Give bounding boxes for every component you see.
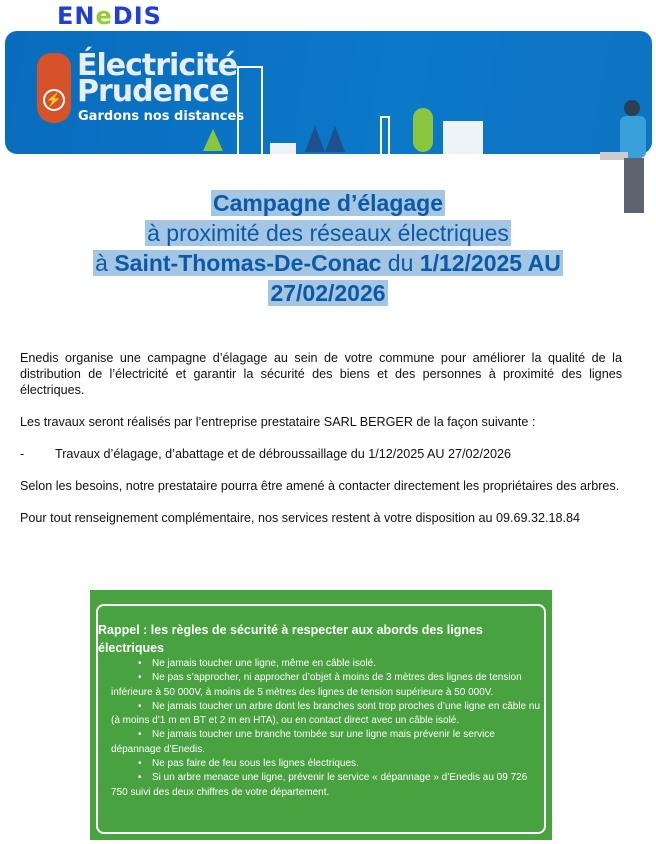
electricite-prudence-banner bbox=[5, 31, 652, 154]
tree-icon bbox=[325, 126, 345, 152]
rule-text: Si un arbre menace une ligne, prévenir le service « dépannage » d’Enedis au 09 726 750 suivi des deux chiffres de votre département. bbox=[111, 772, 528, 798]
bullet: • bbox=[138, 672, 142, 684]
banner-subtitle: Gardons nos distances bbox=[78, 109, 245, 124]
paragraph-contractor: Les travaux seront réalisés par l’entreprise prestataire SARL BERGER de la façon suivante : bbox=[20, 415, 536, 429]
rule-text: Ne jamais toucher une ligne, même en câble isolé. bbox=[152, 658, 377, 669]
enedis-logo: ENeDIS bbox=[57, 2, 162, 30]
commune-name: Saint-Thomas-De-Conac bbox=[114, 250, 382, 276]
safety-reminder-box bbox=[90, 590, 552, 840]
rule-text: Ne pas s’approcher, ni approcher d’objet à moins de 3 mètres des lignes de tension inférieure à 50 000V, à moins de 5 mètres des lignes de tension supérieure à 50 000V. bbox=[111, 672, 522, 698]
date-end: 27/02/2026 bbox=[270, 280, 386, 306]
title-mid: du bbox=[381, 250, 420, 276]
pylon-icon bbox=[237, 66, 263, 154]
rule-item bbox=[111, 757, 544, 771]
bullet: • bbox=[138, 729, 142, 741]
rule-item bbox=[111, 771, 544, 800]
pylon-small-icon bbox=[380, 116, 390, 154]
bullet: • bbox=[138, 758, 142, 770]
rule-text: Ne pas faire de feu sous les lignes électriques. bbox=[152, 758, 359, 770]
campaign-title bbox=[0, 188, 656, 308]
lightning-icon: ⚡ bbox=[43, 89, 65, 111]
title-prefix: à bbox=[95, 250, 115, 276]
bullet: • bbox=[138, 658, 142, 669]
tree-icon bbox=[203, 129, 223, 151]
title-line1: Campagne d’élagage bbox=[212, 190, 444, 216]
worker-head bbox=[624, 100, 640, 116]
hand-stop-icon bbox=[37, 53, 71, 123]
works-description: Travaux d’élagage, d’abattage et de débroussaillage du 1/12/2025 AU 27/02/2026 bbox=[55, 447, 512, 461]
substation-icon bbox=[443, 121, 483, 154]
body-text bbox=[20, 350, 622, 542]
banner-title bbox=[77, 48, 238, 109]
paragraph-owners: Selon les besoins, notre prestataire pourra être amené à contacter directement les propriétaires des arbres. bbox=[20, 479, 620, 493]
reminder-heading: Rappel : les règles de sécurité à respecter aux abords des lignes électriques bbox=[98, 623, 483, 655]
bullet: • bbox=[138, 700, 142, 712]
paragraph-intro: Enedis organise une campagne d’élagage au sein de votre commune pour améliorer la qualité de la distribution de l’électricité et garantir la sécurité des biens et des personnes à proximité des lignes électriques. bbox=[20, 351, 622, 397]
paragraph-contact: Pour tout renseignement complémentaire, nos services restent à votre disposition au 09.69.32.18.84 bbox=[20, 511, 581, 525]
rule-text: Ne jamais toucher une branche tombée sur une ligne mais prévenir le service dépannage d’Enedis. bbox=[111, 729, 495, 755]
bullet: • bbox=[138, 772, 142, 784]
rule-item bbox=[111, 671, 544, 700]
dash: - bbox=[20, 447, 25, 461]
rule-item bbox=[111, 657, 544, 671]
title-line2: à proximité des réseaux électriques bbox=[147, 220, 509, 246]
works-list-item bbox=[20, 446, 622, 462]
transformer-icon bbox=[270, 143, 296, 154]
tree-round-icon bbox=[413, 108, 433, 152]
safety-rules-list bbox=[98, 657, 544, 800]
date-start: 1/12/2025 AU bbox=[419, 250, 561, 276]
rule-item bbox=[111, 728, 544, 757]
banner-title-line2: Prudence bbox=[77, 74, 229, 109]
rule-text: Ne jamais toucher un arbre dont les branches sont trop proches d’une ligne en câble nu (à moins d’1 m en BT et 2 m en HTA), ou en contact direct avec un câble isolé. bbox=[111, 700, 541, 727]
rule-item bbox=[111, 700, 544, 729]
tree-icon bbox=[305, 126, 325, 152]
banner-title-line1: Électricité bbox=[77, 48, 238, 83]
